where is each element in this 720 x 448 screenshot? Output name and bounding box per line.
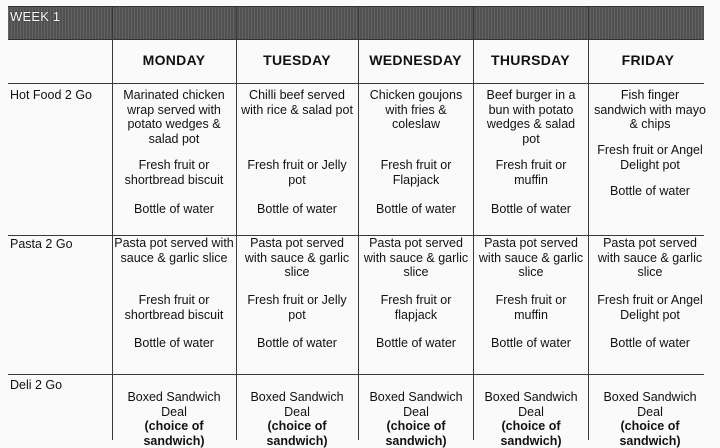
menu-cell [240,336,354,351]
deal-note: (choice of sandwich) [619,419,681,448]
banner-divider [236,7,237,39]
row-label-pasta: Pasta 2 Go [10,237,73,251]
day-header-wednesday: WEDNESDAY [369,52,462,68]
menu-cell [477,293,585,322]
banner-divider [112,7,113,39]
deal-note: (choice of sandwich) [266,419,328,448]
deal-note: (choice of sandwich) [500,419,562,448]
menu-cell [114,293,234,322]
main-dish: Pasta pot served with sauce & garlic slice [597,236,703,279]
side-option: Fresh fruit or Angel Delight pot [597,293,703,322]
menu-cell [477,88,585,146]
side-option: Fresh fruit or Jelly pot [247,293,347,322]
day-header-thursday: THURSDAY [491,52,570,68]
main-dish: Pasta pot served with sauce & garlic slice [478,236,584,279]
column-divider [588,38,589,440]
week-banner [8,6,704,40]
menu-cell [240,390,354,448]
deal-note: (choice of sandwich) [143,419,205,448]
banner-divider [358,7,359,39]
main-dish: Beef burger in a bun with potato wedges & salad pot [486,88,576,146]
drink-option: Bottle of water [134,202,214,216]
main-dish: Fish finger sandwich with mayo & chips [594,88,706,131]
menu-cell [240,236,354,280]
menu-cell [114,88,234,146]
menu-cell [594,336,706,351]
menu-cell [362,88,470,132]
side-option: Fresh fruit or muffin [495,293,567,322]
menu-cell [477,158,585,187]
menu-cell [594,236,706,280]
day-header-monday: MONDAY [142,52,206,68]
main-dish: Boxed Sandwich Deal [484,390,578,419]
menu-cell [114,236,234,265]
main-dish: Boxed Sandwich Deal [603,390,697,419]
menu-cell [240,202,354,217]
menu-cell [477,390,585,448]
drink-option: Bottle of water [491,202,571,216]
menu-cell [477,202,585,217]
side-option: Fresh fruit or Jelly pot [247,158,347,187]
side-option: Fresh fruit or flapjack [380,293,452,322]
menu-cell [114,390,234,448]
side-option: Fresh fruit or Angel Delight pot [597,143,703,172]
drink-option: Bottle of water [257,336,337,350]
column-divider [112,38,113,440]
column-divider [473,38,474,440]
column-divider [236,38,237,440]
main-dish: Boxed Sandwich Deal [250,390,344,419]
menu-cell [114,158,234,187]
menu-cell [362,390,470,448]
menu-cell [240,158,354,187]
side-option: Fresh fruit or muffin [495,158,567,187]
menu-cell [362,293,470,322]
menu-cell [594,184,706,199]
banner-divider [473,7,474,39]
menu-cell [114,336,234,351]
column-divider [358,38,359,440]
row-label-deli: Deli 2 Go [10,378,63,392]
menu-cell [594,88,706,132]
row-label-hot-food: Hot Food 2 Go [10,88,92,102]
menu-cell [362,158,470,187]
drink-option: Bottle of water [610,184,690,198]
drink-option: Bottle of water [376,202,456,216]
main-dish: Boxed Sandwich Deal [127,390,221,419]
menu-cell [594,293,706,322]
menu-cell [477,336,585,351]
main-dish: Pasta pot served with sauce & garlic slice [244,236,350,279]
drink-option: Bottle of water [257,202,337,216]
drink-option: Bottle of water [376,336,456,350]
main-dish: Chilli beef served with rice & salad pot [241,88,353,117]
banner-divider [588,7,589,39]
side-option: Fresh fruit or shortbread biscuit [124,158,224,187]
drink-option: Bottle of water [491,336,571,350]
main-dish: Marinated chicken wrap served with potato wedges & salad pot [123,88,225,146]
menu-cell [362,336,470,351]
week-title: WEEK 1 [10,9,61,24]
drink-option: Bottle of water [610,336,690,350]
day-header-tuesday: TUESDAY [263,52,331,68]
menu-cell [477,236,585,280]
day-header-friday: FRIDAY [621,52,675,68]
main-dish: Chicken goujons with fries & coleslaw [369,88,463,131]
menu-cell [594,143,706,172]
menu-cell [240,88,354,117]
main-dish: Pasta pot served with sauce & garlic slice [114,236,234,265]
menu-cell [240,293,354,322]
main-dish: Pasta pot served with sauce & garlic slice [363,236,469,279]
drink-option: Bottle of water [134,336,214,350]
deal-note: (choice of sandwich) [385,419,447,448]
side-option: Fresh fruit or shortbread biscuit [124,293,224,322]
menu-cell [362,236,470,280]
main-dish: Boxed Sandwich Deal [369,390,463,419]
side-option: Fresh fruit or Flapjack [380,158,452,187]
menu-cell [594,390,706,448]
menu-cell [114,202,234,217]
menu-cell [362,202,470,217]
